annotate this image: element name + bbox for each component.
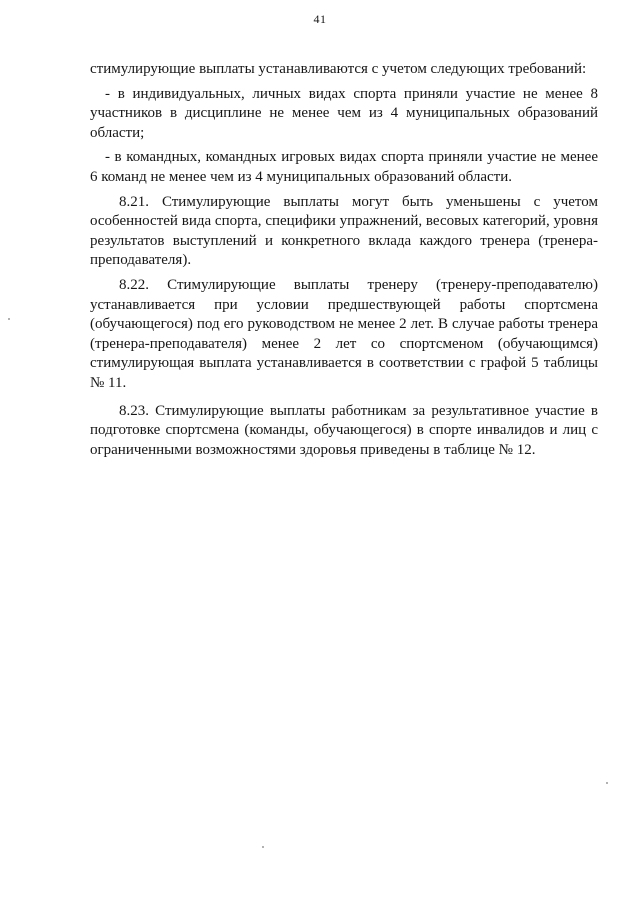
list-item-individual-sports: - в индивидуальных, личных видах спорта приняли участие не менее 8 участников в дисциплине не менее чем из 4 муниципальных образований области; xyxy=(90,85,598,141)
paragraph-8-23: 8.23. Стимулирующие выплаты работникам за результативное участие в подготовке спортсмена (команды, обучающегося) в спорте инвалидов и лиц с ограниченными возможностями здоровья приведены в таблице № 12. xyxy=(90,402,598,458)
scan-speck xyxy=(606,782,608,784)
intro-text: стимулирующие выплаты устанавливаются с учетом следующих требований: xyxy=(90,61,587,77)
page-body xyxy=(90,60,598,465)
scan-speck xyxy=(262,846,264,848)
scan-speck xyxy=(8,318,10,320)
list-item-team-sports: - в командных, командных игровых видах спорта приняли участие не менее 6 команд не менее чем из 4 муниципальных образований области. xyxy=(90,149,598,185)
page-number: 41 xyxy=(313,12,327,26)
paragraph-8-22: 8.22. Стимулирующие выплаты тренеру (тренеру-преподавателю) устанавливается при условии предшествующей работы спортсмена (обучающегося) под его руководством не менее 2 лет. В случае работы тренера (тренера-преподавателя) менее 2 лет со спортсменом (обучающимся) стимулирующая выплата устанавливается в соответствии с графой 5 таблицы № 11. xyxy=(90,276,598,391)
paragraph-8-21: 8.21. Стимулирующие выплаты могут быть уменьшены с учетом особенностей вида спорта, специфики упражнений, весовых категорий, уровня результатов выступлений и конкретного вклада каждого тренера (тренера-преподавателя). xyxy=(90,193,598,269)
